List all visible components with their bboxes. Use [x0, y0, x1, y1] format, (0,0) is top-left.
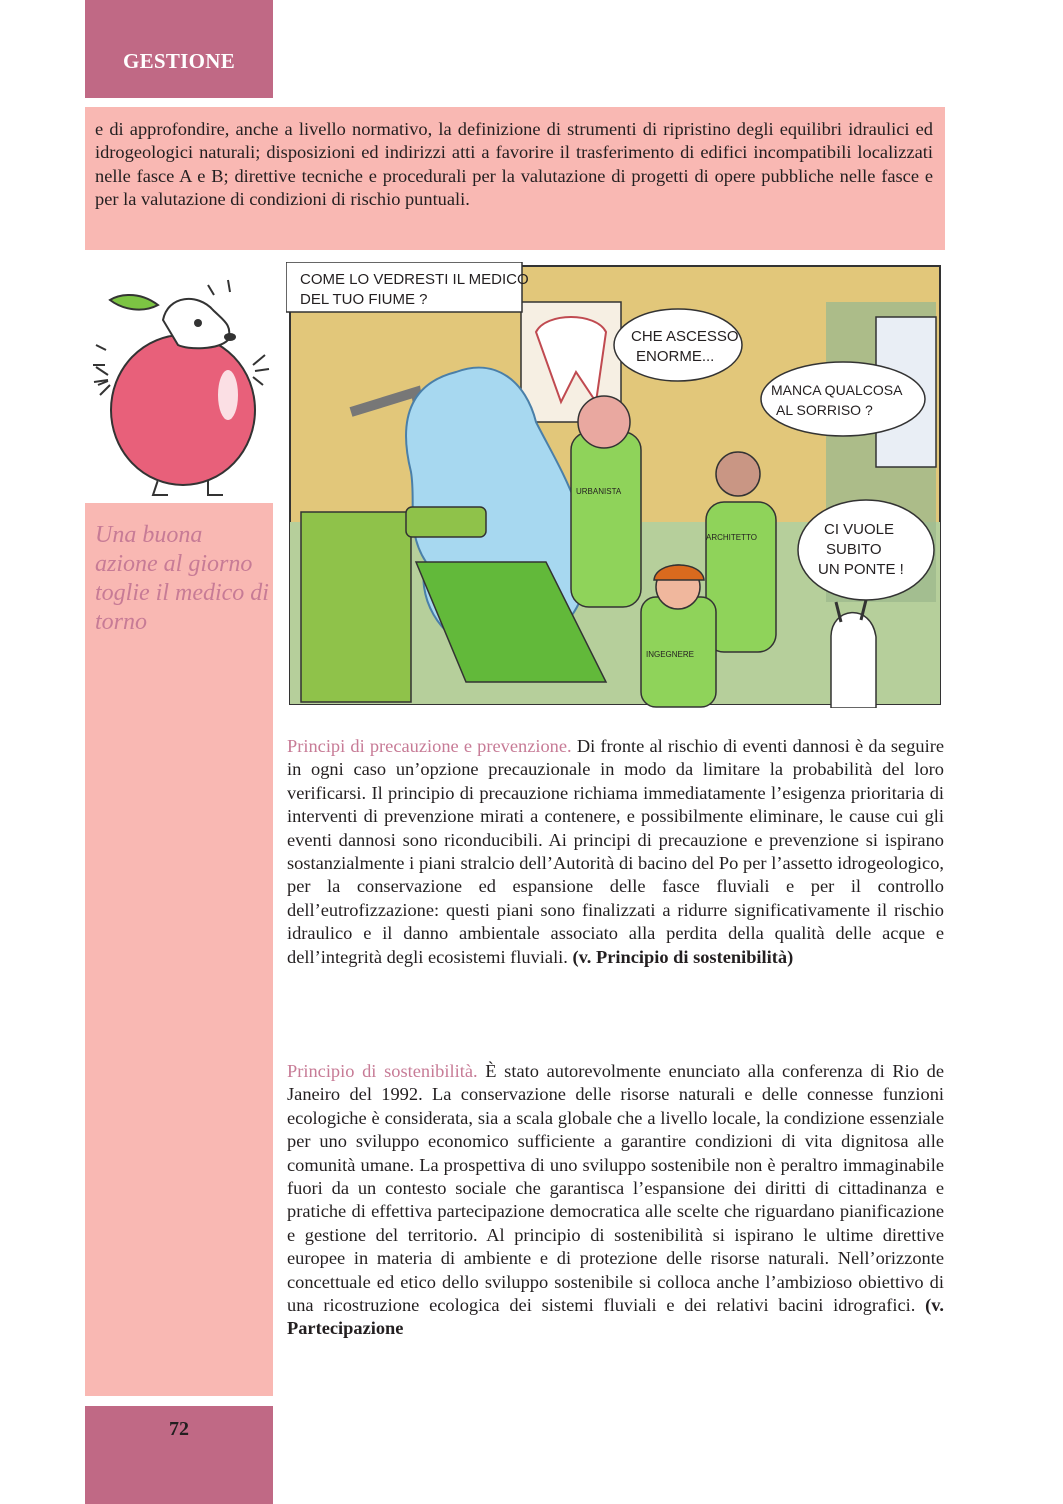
badge-ingegnere: INGEGNERE — [646, 650, 695, 659]
section-sostenibilita-crossref: (v. Partecipazione — [287, 1295, 944, 1339]
footer-tab — [85, 1406, 273, 1504]
section-precauzione-title: Principi di precauzione e prevenzione. — [287, 736, 572, 756]
svg-text:CI VUOLE: CI VUOLE — [824, 521, 895, 538]
speech-bubble-2 — [761, 362, 925, 436]
apple-dog-mascot-illustration — [88, 265, 278, 500]
badge-urbanista: URBANISTA — [576, 487, 622, 496]
urbanist-figure — [571, 432, 641, 607]
dentist-river-cartoon — [286, 262, 944, 708]
intro-text: e di approfondire, anche a livello normativo, la definizione di strumenti di ripristino degli equilibri idraulici ed idrogeologici naturali; disposizioni ed indirizzi atti a favorire il trasferimento di edifici incompatibili localizzati nelle fasce A e B; direttive tecniche e procedurali per la valutazione di progetti di opere pubbliche nelle fasce e per la valutazione di condizioni di rischio puntuali. — [95, 119, 933, 210]
svg-text:MANCA QUALCOSA: MANCA QUALCOSA — [771, 382, 903, 398]
speech-bubble-1 — [614, 309, 742, 381]
sidebar-column — [85, 503, 273, 1396]
sidebar-quote: Una buona azione al giorno toglie il medico di torno — [95, 522, 269, 635]
section-precauzione-body: Di fronte al rischio di eventi dannosi è da seguire in ogni caso un’opzione precauzionale in modo da limitare la probabilità del loro verificarsi. Il principio di precauzione richiama immediatamente l’esigenza prioritaria di interventi di prevenzione mirati a contenere, e possibilmente eliminare, le cause cui gli eventi dannosi sono riconducibili. Ai principi di precauzione e prevenzione si ispirano sostanzialmente i piani stralcio dell’Autorità di bacino del Po per l’assetto idrogeologico, per la conservazione ed espansione delle fasce fluviali e per il controllo dell’eutrofizzazione: questi piani sono finalizzati a ridurre significativamente il rischio idraulico e il danno ambientale associato alla perdita della qualità delle acque e dell’integrità degli ecosistemi fluviali. — [287, 736, 944, 967]
section-title: GESTIONE — [122, 49, 236, 73]
svg-text:AL SORRISO ?: AL SORRISO ? — [776, 402, 873, 418]
section-sostenibilita-title: Principio di sostenibilità. — [287, 1061, 478, 1081]
page-number: 72 — [169, 1418, 189, 1440]
section-sostenibilita-body: È stato autorevolmente enunciato alla conferenza di Rio de Janeiro del 1992. La conservazione delle risorse naturali e delle connesse funzioni ecologiche è considerata, sia a scala globale che a livello locale, la condizione essenziale per uno sviluppo economico sufficiente a garantire condizioni di vita dignitosa alle comunità umane. La prospettiva di uno sviluppo sostenibile non è peraltro immaginabile fuori da un contesto sociale che garantisca l’espansione dei diritti di cittadinanza e pratiche di effettiva partecipazione democratica alle scelte che riguardano pianificazione e gestione del territorio. Al principio di sostenibilità si ispirano le ultime direttive europee in materia di ambiente e di protezione delle risorse naturali. Nell’orizzonte concettuale ed etico dello sviluppo sostenibile si colloca anche l’ambizioso obiettivo di una ricostruzione ecologica dei sistemi fluviali e dei relativi bacini idrografici. — [287, 1061, 944, 1316]
comic-caption-line-1: COME LO VEDRESTI IL MEDICO — [300, 271, 529, 288]
svg-text:SUBITO: SUBITO — [826, 541, 882, 558]
section-sostenibilita — [287, 1060, 944, 1341]
svg-text:ENORME...: ENORME... — [636, 348, 715, 365]
section-precauzione — [287, 735, 944, 969]
svg-text:CHE ASCESSO: CHE ASCESSO — [631, 328, 739, 345]
section-header-tab — [85, 0, 273, 98]
badge-architetto: ARCHITETTO — [706, 533, 757, 542]
comic-caption-line-2: DEL TUO FIUME ? — [300, 291, 428, 308]
dog-figure — [831, 613, 876, 708]
svg-text:UN PONTE !: UN PONTE ! — [818, 561, 904, 578]
intro-box — [85, 107, 945, 250]
section-precauzione-crossref: (v. Principio di sostenibilità) — [572, 946, 794, 967]
dental-cabinet — [301, 512, 411, 702]
apple-leaf — [110, 295, 158, 310]
